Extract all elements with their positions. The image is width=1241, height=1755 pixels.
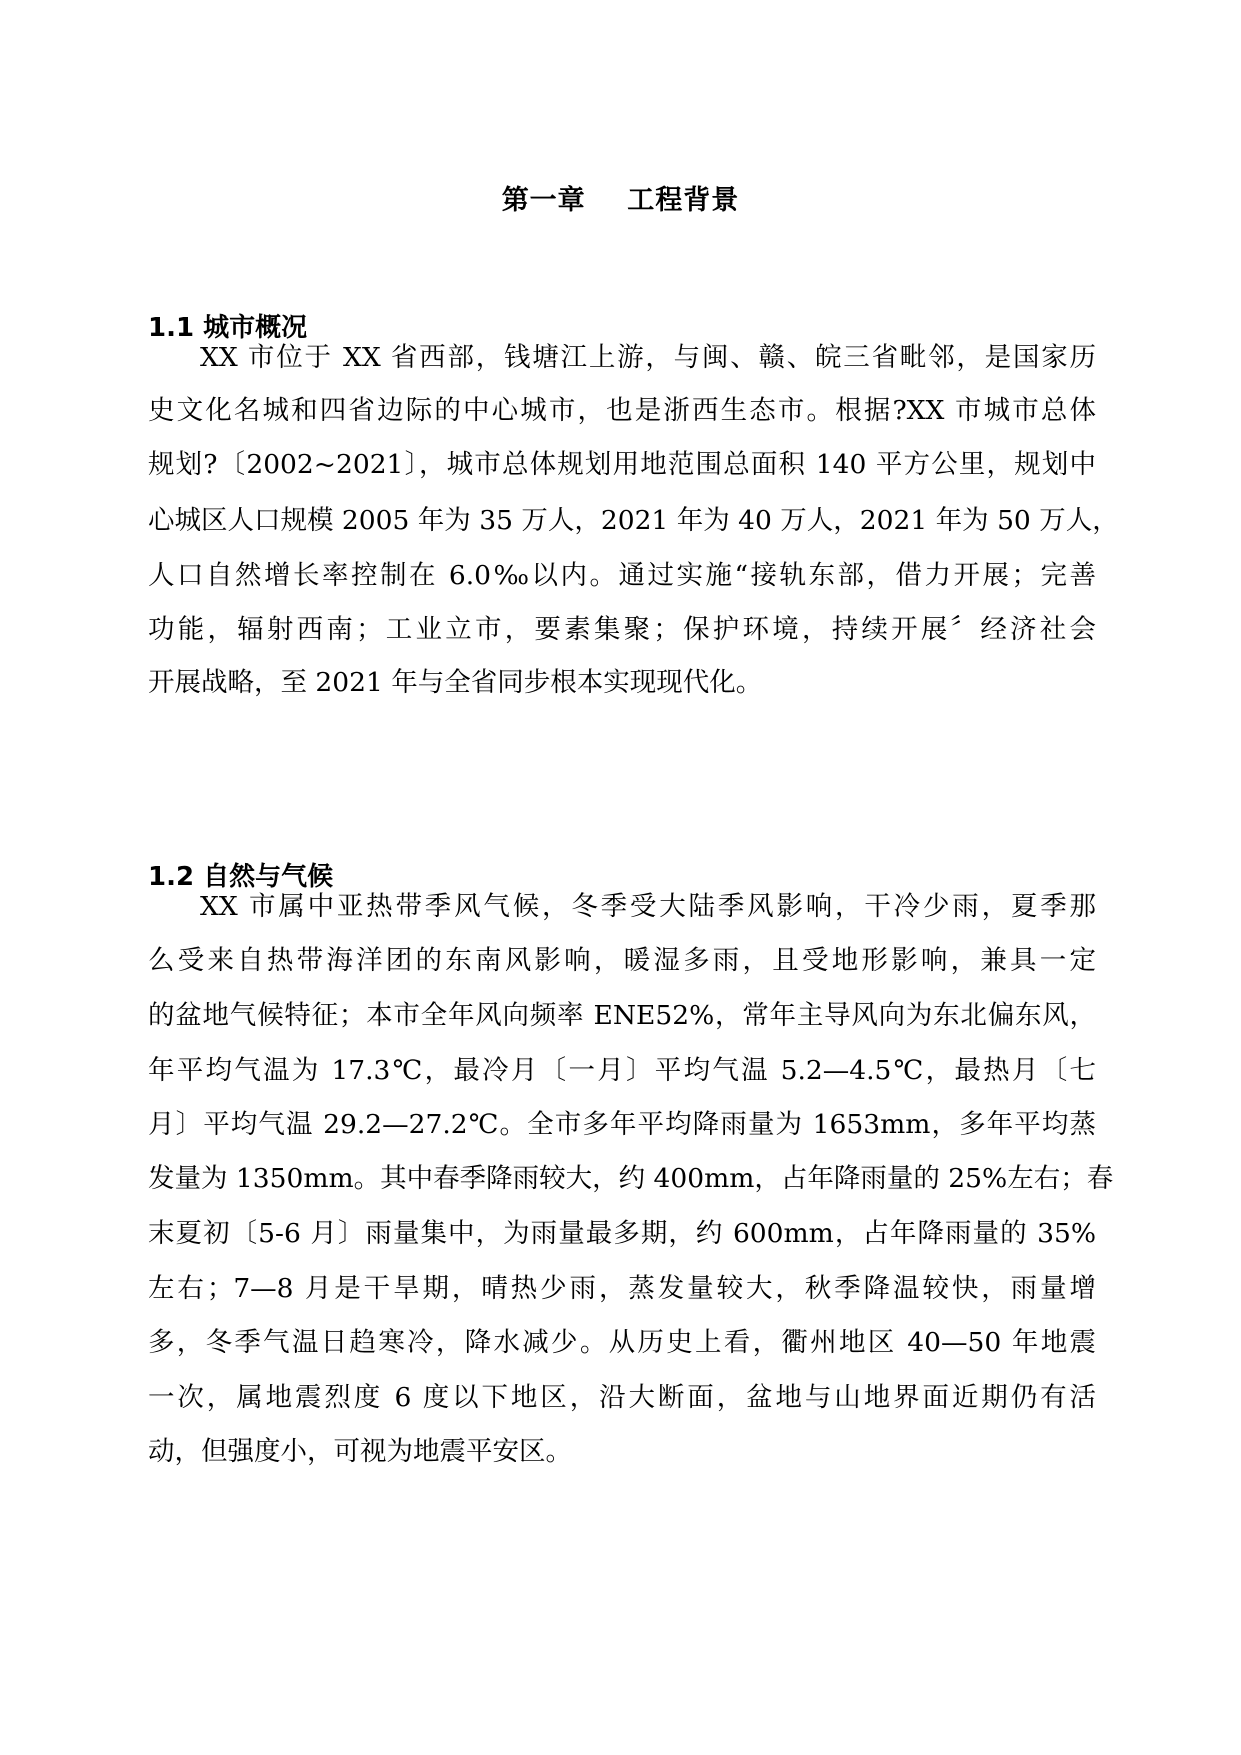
paragraph-line: 左右；7—8 月是干旱期，晴热少雨，蒸发量较大，秋季降温较快，雨量增 — [148, 1273, 1096, 1304]
paragraph-line: 的盆地气候特征；本市全年风向频率 ENE52%，常年主导风向为东北偏东风， — [148, 1000, 1096, 1031]
paragraph-line: 开展战略，至 2021 年与全省同步根本实现现代化。 — [148, 667, 763, 698]
paragraph-line: 功能，辐射西南；工业立市，要素集聚；保护环境，持续开展〞经济社会 — [148, 614, 1096, 645]
chapter-title: 第一章 工程背景 — [501, 185, 740, 216]
paragraph-line: 月〕平均气温 29.2—27.2℃。全市多年平均降雨量为 1653mm，多年平均蒸 — [148, 1109, 1096, 1140]
paragraph-line: 心城区人口规模 2005 年为 35 万人，2021 年为 40 万人，2021 年为 50 万人， — [148, 505, 1119, 536]
paragraph-line: 一次，属地震烈度 6 度以下地区，沿大断面，盆地与山地界面近期仍有活 — [148, 1382, 1096, 1413]
paragraph-line: 么受来自热带海洋团的东南风影响，暖湿多雨，且受地形影响，兼具一定 — [148, 945, 1096, 976]
paragraph-line: XX 市属中亚热带季风气候，冬季受大陆季风影响，干冷少雨，夏季那 — [200, 891, 1096, 922]
paragraph-line: XX 市位于 XX 省西部，钱塘江上游，与闽、赣、皖三省毗邻，是国家历 — [200, 342, 1096, 373]
paragraph-line: 年平均气温为 17.3℃，最冷月〔一月〕平均气温 5.2—4.5℃，最热月〔七 — [148, 1055, 1096, 1086]
paragraph-line: 人口自然增长率控制在 6.0‰以内。通过实施“接轨东部，借力开展；完善 — [148, 560, 1096, 591]
paragraph-line: 多，冬季气温日趋寒冷，降水减少。从历史上看，衢州地区 40—50 年地震 — [148, 1327, 1096, 1358]
section-heading-nature-climate: 1.2 自然与气候 — [148, 862, 334, 892]
section-heading-city-overview: 1.1 城市概况 — [148, 313, 308, 343]
paragraph-line: 史文化名城和四省边际的中心城市，也是浙西生态市。根据?XX 市城市总体 — [148, 395, 1096, 426]
paragraph-line: 规划?〔2002~2021〕，城市总体规划用地范围总面积 140 平方公里，规划中 — [148, 449, 1096, 480]
paragraph-line: 发量为 1350mm。其中春季降雨较大，约 400mm，占年降雨量的 25%左右；春 — [148, 1163, 1114, 1194]
paragraph-line: 动，但强度小，可视为地震平安区。 — [148, 1436, 572, 1467]
paragraph-line: 末夏初〔5-6 月〕雨量集中，为雨量最多期，约 600mm，占年降雨量的 35% — [148, 1218, 1096, 1249]
